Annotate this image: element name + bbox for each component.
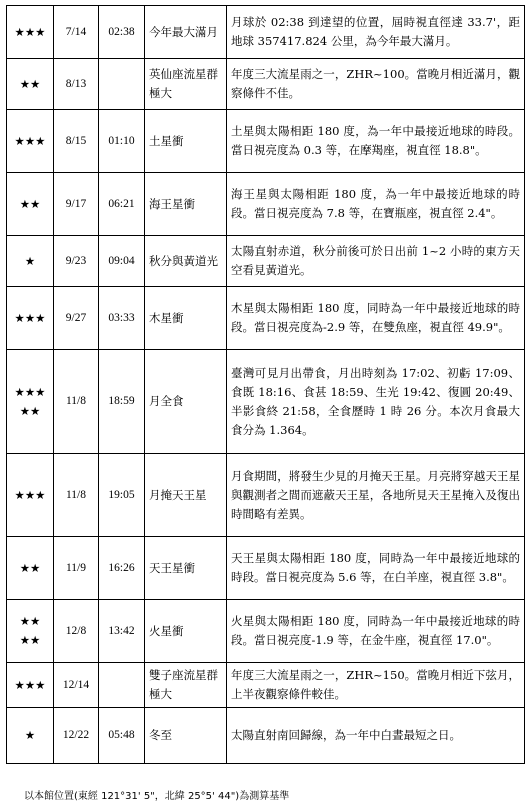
event-name: 月全食 <box>145 350 227 454</box>
rating-stars: ★★★ <box>7 287 54 350</box>
events-table <box>6 5 525 764</box>
event-description: 月球於 02:38 到達望的位置，屆時視直徑達 33.7'，距地球 357417.824 公里，為今年最大滿月。 <box>227 6 525 59</box>
event-description: 太陽直射赤道，秋分前後可於日出前 1~2 小時的東方天空看見黃道光。 <box>227 236 525 287</box>
event-name: 英仙座流星群極大 <box>145 59 227 110</box>
event-time: 13:42 <box>99 600 145 663</box>
table-row <box>7 600 525 663</box>
event-date: 9/17 <box>54 173 99 236</box>
rating-stars: ★★ <box>7 537 54 600</box>
rating-stars: ★★★ <box>7 110 54 173</box>
table-row <box>7 173 525 236</box>
event-name: 雙子座流星群極大 <box>145 663 227 708</box>
event-name: 海王星衝 <box>145 173 227 236</box>
rating-stars: ★★ <box>7 59 54 110</box>
event-description: 太陽直射南回歸線，為一年中白晝最短之日。 <box>227 708 525 764</box>
event-description: 月食期間，將發生少見的月掩天王星。月亮將穿越天王星與觀測者之間而遮蔽天王星，各地所見天王星掩入及復出時間略有差異。 <box>227 454 525 537</box>
event-time: 06:21 <box>99 173 145 236</box>
event-name: 天王星衝 <box>145 537 227 600</box>
event-date: 12/8 <box>54 600 99 663</box>
event-name: 土星衝 <box>145 110 227 173</box>
event-name: 火星衝 <box>145 600 227 663</box>
event-time: 16:26 <box>99 537 145 600</box>
event-date: 11/9 <box>54 537 99 600</box>
event-description: 臺灣可見月出帶食，月出時刻為 17:02、初虧 17:09、食既 18:16、食甚 18:59、生光 19:42、復圓 20:49、半影食終 21:58，全食歷時 1 時 26 分。本次月食最大食分為 1.364。 <box>227 350 525 454</box>
event-time: 01:10 <box>99 110 145 173</box>
table-row <box>7 236 525 287</box>
event-time: 03:33 <box>99 287 145 350</box>
event-name: 冬至 <box>145 708 227 764</box>
event-time: 02:38 <box>99 6 145 59</box>
event-date: 11/8 <box>54 454 99 537</box>
rating-stars: ★★★ ★★ <box>7 350 54 454</box>
event-description: 年度三大流星雨之一，ZHR~150。當晚月相近下弦月，上半夜觀察條件較佳。 <box>227 663 525 708</box>
event-date: 11/8 <box>54 350 99 454</box>
event-name: 月掩天王星 <box>145 454 227 537</box>
event-date: 9/27 <box>54 287 99 350</box>
event-date: 8/13 <box>54 59 99 110</box>
table-row <box>7 663 525 708</box>
event-date: 8/15 <box>54 110 99 173</box>
events-table-body <box>7 6 525 764</box>
event-description: 海王星與太陽相距 180 度，為一年中最接近地球的時段。當日視亮度為 7.8 等，在寶瓶座，視直徑 2.4"。 <box>227 173 525 236</box>
event-date: 9/23 <box>54 236 99 287</box>
table-row <box>7 6 525 59</box>
event-date: 12/22 <box>54 708 99 764</box>
rating-stars: ★ <box>7 708 54 764</box>
table-row <box>7 537 525 600</box>
rating-stars: ★★★ <box>7 6 54 59</box>
rating-stars: ★★★ <box>7 454 54 537</box>
table-row <box>7 110 525 173</box>
event-date: 7/14 <box>54 6 99 59</box>
event-time: 19:05 <box>99 454 145 537</box>
event-time: 05:48 <box>99 708 145 764</box>
event-description: 木星與太陽相距 180 度，同時為一年中最接近地球的時段。當日視亮度為-2.9 等，在雙魚座，視直徑 49.9"。 <box>227 287 525 350</box>
footnote: 以本館位置(東經 121°31' 5"，北緯 25°5' 44")為測算基準 <box>24 791 290 802</box>
table-row <box>7 59 525 110</box>
table-row <box>7 454 525 537</box>
event-description: 土星與太陽相距 180 度，為一年中最接近地球的時段。當日視亮度為 0.3 等，在摩羯座，視直徑 18.8"。 <box>227 110 525 173</box>
event-time: 09:04 <box>99 236 145 287</box>
event-time <box>99 59 145 110</box>
event-description: 天王星與太陽相距 180 度，同時為一年中最接近地球的時段。當日視亮度為 5.6 等，在白羊座，視直徑 3.8"。 <box>227 537 525 600</box>
table-row <box>7 350 525 454</box>
event-date: 12/14 <box>54 663 99 708</box>
event-time <box>99 663 145 708</box>
event-name: 秋分與黃道光 <box>145 236 227 287</box>
table-row <box>7 287 525 350</box>
event-name: 今年最大滿月 <box>145 6 227 59</box>
rating-stars: ★★ ★★ <box>7 600 54 663</box>
rating-stars: ★ <box>7 236 54 287</box>
event-time: 18:59 <box>99 350 145 454</box>
table-row <box>7 708 525 764</box>
event-description: 火星與太陽相距 180 度，同時為一年中最接近地球的時段。當日視亮度-1.9 等，在金牛座，視直徑 17.0"。 <box>227 600 525 663</box>
rating-stars: ★★ <box>7 173 54 236</box>
event-name: 木星衝 <box>145 287 227 350</box>
event-description: 年度三大流星雨之一，ZHR~100。當晚月相近滿月，觀察條件不佳。 <box>227 59 525 110</box>
rating-stars: ★★★ <box>7 663 54 708</box>
